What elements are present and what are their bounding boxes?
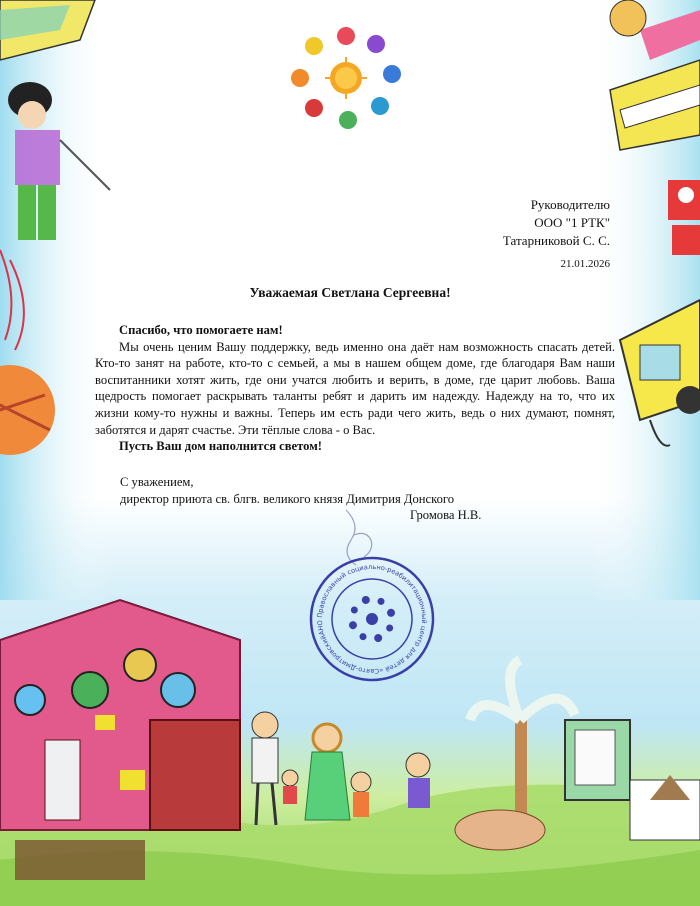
body-paragraph: Мы очень ценим Вашу поддержку, ведь именно она даёт нам возможность спасать детей. Кто-то занят на работе, кто-то с семьей, а мы в нашем общем доме, где благодаря Вам наши воспитанники хотят жить, где они учатся любить и верить, в доме, где царит любовь. Ваша щедрость помогает раскрывать таланты ребят и дарить им надежду. Надежду на то, что их жизни кому-то нужны и важны. Теперь им есть ради чего жить, ведь о них думают, помнят, заботятся и дарят счастье. Эти тёплые слова - о Вас. — [95, 339, 615, 437]
closing-block — [120, 474, 454, 507]
recipient-line-3: Татарниковой С. С. — [502, 233, 610, 248]
robot-drawing — [668, 180, 700, 255]
recipient-block — [503, 196, 610, 250]
letter-body — [95, 322, 615, 455]
wish-line: Пусть Ваш дом наполнится светом! — [119, 439, 322, 454]
salutation: Уважаемая Светлана Сергеевна! — [249, 285, 451, 300]
regards-line: С уважением, — [120, 475, 194, 489]
signer-name: Громова Н.В. — [410, 508, 482, 522]
stamp-ring-text: АНО Православный социально-реабилитационный центр для детей «Свято-Дмитровский — [315, 562, 429, 676]
recipient-line-2: ООО "1 РТК" — [534, 215, 610, 230]
recipient-line-1: Руководителю — [530, 197, 610, 212]
thanks-line: Спасибо, что помогаете нам! — [119, 323, 283, 337]
handprint-sun-logo — [288, 22, 404, 132]
signer-position: директор приюта св. блгв. великого князя Димитрия Донского — [120, 491, 455, 506]
letter-date: 21.01.2026 — [560, 258, 610, 270]
round-stamp — [308, 555, 436, 683]
